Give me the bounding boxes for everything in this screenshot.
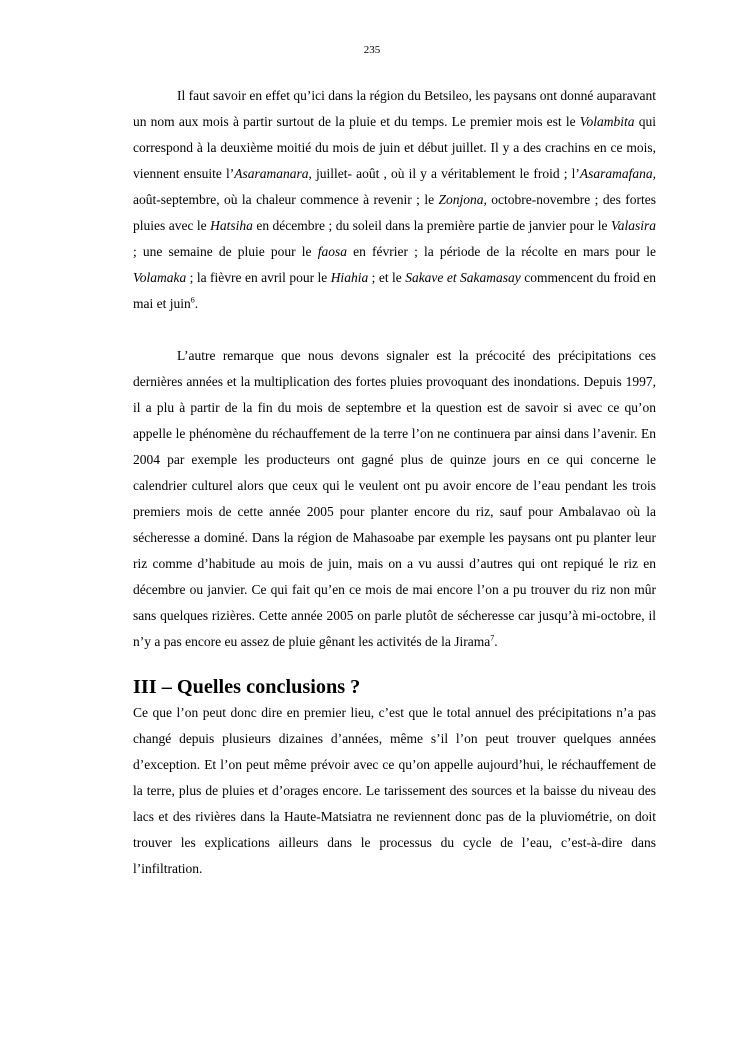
month-name: Asaramanara xyxy=(234,166,309,181)
month-name: Volamaka xyxy=(133,270,187,285)
text-run: ; une semaine de pluie pour le xyxy=(133,244,318,259)
text-run: août-septembre, où la chaleur commence à revenir ; le xyxy=(133,192,439,207)
month-name: Volambita xyxy=(579,114,635,129)
paragraph-conclusions: Ce que l’on peut donc dire en premier lieu, c’est que le total annuel des précipitations n’a pas changé depuis plusieurs dizaines d’années, même s’il l’on peut trouver quelques années d’exception. Et l’on peut même prévoir avec ce qu’on appelle aujourd’hui, le réchauffement de la terre, plus de pluies et d’orages encore. Le tarissement des sources et la baisse du niveau des lacs et des rivières dans la Haute-Matsiatra ne reviennent donc pas de la pluviométrie, on doit trouver les explications ailleurs dans le processus du cycle de l’eau, c’est-à-dire dans l’infiltration. xyxy=(133,705,656,876)
month-name: faosa xyxy=(317,244,347,259)
month-name: Asaramafana, xyxy=(579,166,656,181)
text-run: L’autre remarque que nous devons signaler est la précocité des précipitations ces dernières années et la multiplication des fortes pluies provoquant des inondations. Depuis 1997, il a plu à partir de la fin du mois de septembre et la question est de savoir si avec ce qu’on appelle le phénomène du réchauffement de la terre l’on ne continuera par ainsi dans l’avenir. En 2004 par exemple les producteurs ont gagné plus de quinze jours en ce qui concerne le calendrier culturel alors que ceux qui le veulent ont pu avoir encore de l’eau pendant les trois premiers mois de cette année 2005 pour planter encore du riz, sauf pour Ambalavao où la sécheresse a dominé. Dans la région de Mahasoabe par exemple les paysans ont pu planter leur riz comme d’habitude au mois de juin, mais on a vu aussi d’autres qui ont repiqué le riz en décembre ou janvier. Ce qui fait qu’en ce mois de mai encore l’on a pu trouver du riz non mûr sans quelques rizières. Cette année 2005 on parle plutôt de sécheresse car jusqu’à mi-octobre, il n’y a pas encore eu assez de pluie gênant les activités de la Jirama xyxy=(133,348,656,649)
text-run: octobre-novembre ; des fortes pluies avec le xyxy=(133,192,656,233)
text-run: ; et le xyxy=(368,270,406,285)
text-run: . xyxy=(194,296,199,311)
paragraph-rain-trends xyxy=(133,343,656,655)
text-run: Il faut savoir en effet qu’ici dans la région du Betsileo, les paysans ont donné auparavant un nom aux mois à partir surtout de la pluie et du temps. Le premier mois est le xyxy=(133,88,656,129)
month-name: Sakave et Sakamasay xyxy=(405,270,521,285)
section-heading: III – Quelles conclusions ? xyxy=(133,676,361,698)
text-run: en décembre ; du soleil dans la première partie de janvier pour le xyxy=(252,218,611,233)
month-name: Zonjona, xyxy=(438,192,487,207)
page-content xyxy=(133,83,656,882)
month-name: Hiahia xyxy=(330,270,369,285)
text-run: en février ; la période de la récolte en mars pour le xyxy=(346,244,656,259)
footnote-ref[interactable]: 7 xyxy=(490,633,495,643)
text-run: ; la fièvre en avril pour le xyxy=(186,270,331,285)
month-name: Valasira xyxy=(610,218,656,233)
text-run: . xyxy=(494,634,498,649)
paragraph-month-names xyxy=(133,83,656,317)
footnote-ref[interactable]: 6 xyxy=(190,295,195,305)
text-run: qui correspond à la deuxième moitié du mois de juin et début juillet. Il y a des crachins en ce mois, viennent ensuite l’ xyxy=(133,114,656,181)
page-number: 235 xyxy=(363,44,381,56)
month-name: Hatsiha xyxy=(210,218,253,233)
text-run: , juillet- août , où il y a véritablement le froid ; l’ xyxy=(308,166,580,181)
text-run: commencent du froid en mai et juin xyxy=(133,270,656,311)
